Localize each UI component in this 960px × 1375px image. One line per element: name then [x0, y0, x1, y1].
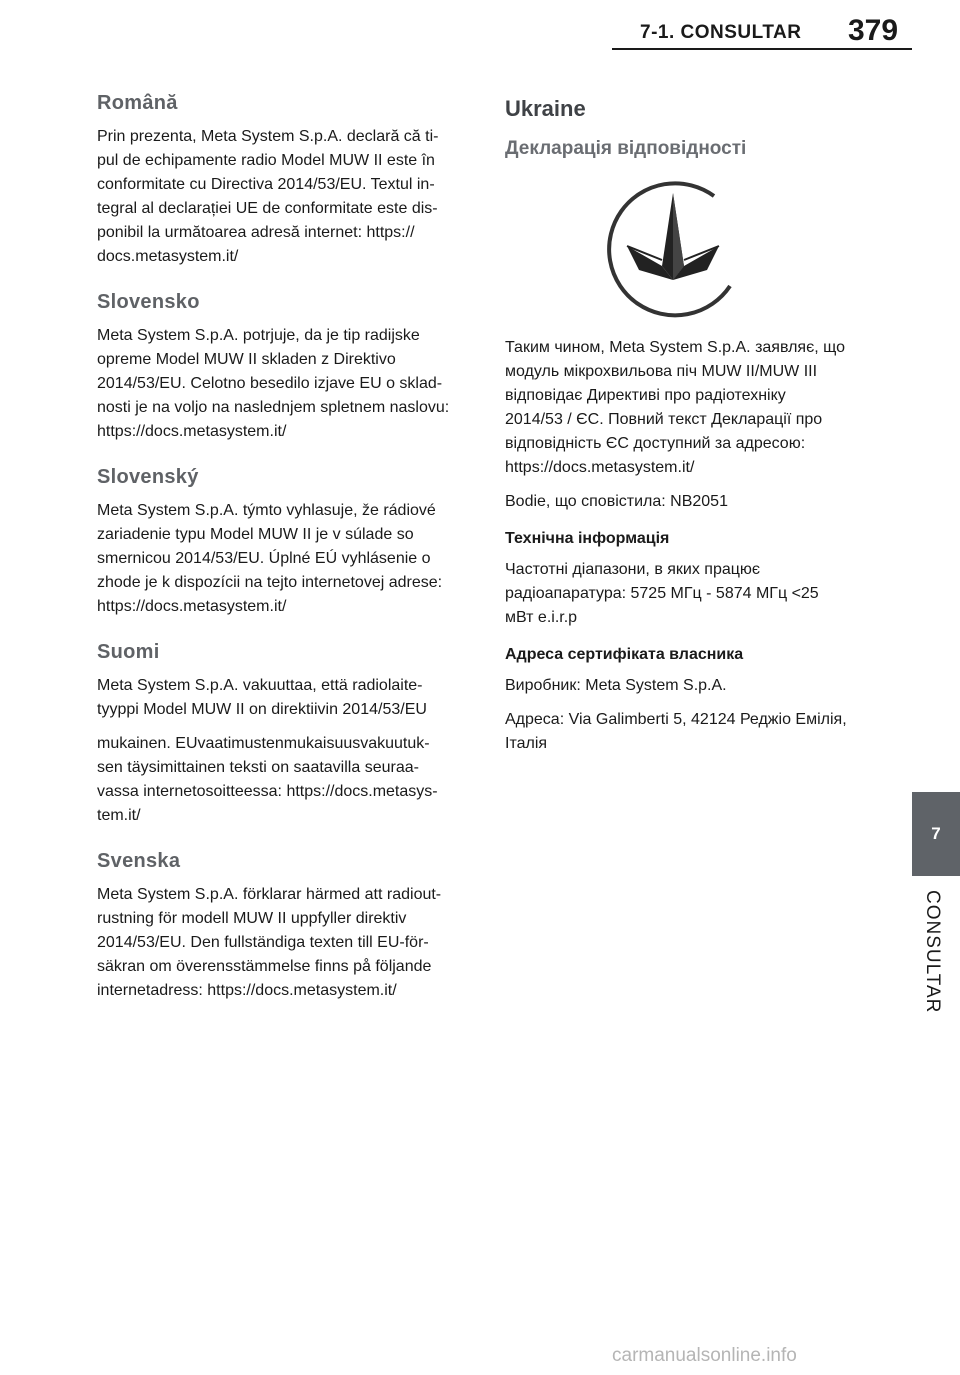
declaration-text: Meta System S.p.A. potrjuje, da je tip radijske opreme Model MUW II skladen z Direktivo 2014/53/EU. Celotno besedilo izjave EU o sklad- nosti je na voljo na naslednjem spletnem naslovu: https://docs.metasystem.it/: [97, 327, 450, 440]
language-title: Suomi: [97, 641, 160, 663]
language-block-slovensky: [97, 466, 462, 619]
declaration-text: Prin prezenta, Meta System S.p.A. declară că ti- pul de echipamente radio Model MUW II este în conformitate cu Directiva 2014/53/EU. Textul in- tegral al declarației UE de conformitate este dis- ponibil la următoarea adresă internet: https:// docs.metasystem.it/: [97, 128, 439, 265]
header-rule: [612, 48, 912, 50]
ukraine-declaration-text: Таким чином, Meta System S.p.A. заявляє, що модуль мікрохвильова піч MUW II/MUW III відповідає Директиві про радіотехніку 2014/53 / ЄС. Повний текст Декларації про відповідність ЄС доступний за адресою: https://docs.metasystem.it/: [505, 339, 846, 476]
technical-info-text: Частотні діапазони, в яких працює радіоапаратура: 5725 МГц - 5874 МГц <25 мВт е.і.r.р: [505, 561, 819, 626]
chapter-number: 7: [931, 824, 941, 843]
language-block-slovensko: [97, 291, 462, 444]
watermark: carmanualsonline.info: [612, 1345, 797, 1366]
page-number: 379: [848, 14, 899, 47]
address-text: Адреса: Via Galimberti 5, 42124 Реджіо Емілія, Італія: [505, 711, 847, 752]
language-title: Svenska: [97, 850, 181, 872]
declaration-subtitle: Декларація відповідності: [505, 138, 747, 159]
language-block-romana: [97, 92, 462, 269]
chapter-tab: [912, 792, 960, 876]
chapter-label: CONSULTAR: [922, 890, 943, 1014]
notified-body-text: Bodie, що сповістила: NB2051: [505, 493, 728, 510]
section-title: 7-1. CONSULTAR: [640, 22, 802, 43]
language-title: Română: [97, 92, 178, 114]
language-title: Slovensko: [97, 291, 200, 313]
declaration-text: Meta System S.p.A. vakuuttaa, että radiolaite- tyyppi Model MUW II on direktiivin 2014/53/EU: [97, 677, 427, 718]
language-block-svenska: [97, 850, 462, 1003]
declaration-text: Meta System S.p.A. týmto vyhlasuje, že rádiové zariadenie typu Model MUW II je v súlade so smernicou 2014/53/EU. Úplné EÚ vyhlásenie o zhode je k dispozícii na tejto internetovej adrese: https://docs.metasystem.it/: [97, 502, 443, 615]
language-block-suomi: [97, 641, 462, 828]
language-title: Slovenský: [97, 466, 199, 488]
declaration-text: Meta System S.p.A. förklarar härmed att radiout- rustning för modell MUW II uppfyller direktiv 2014/53/EU. Den fullständiga texten till EU-för- säkran om överensstämmelse finns på följande internetadress: https://docs.metasystem.it/: [97, 886, 442, 999]
ukraine-conformity-mark-icon: [603, 178, 743, 318]
technical-info-heading: Технічна інформація: [505, 530, 670, 547]
certificate-holder-heading: Адреса сертифіката власника: [505, 646, 744, 663]
manufacturer-text: Виробник: Meta System S.p.A.: [505, 677, 727, 694]
declaration-text: mukainen. EUvaatimustenmukaisuusvakuutuk- sen täysimittainen teksti on saatavilla seuraa- vassa internetosoitteessa: https://docs.metasys- tem.it/: [97, 735, 438, 824]
right-column: [505, 92, 870, 766]
left-column: [97, 92, 462, 1025]
language-title: Ukraine: [505, 96, 586, 121]
